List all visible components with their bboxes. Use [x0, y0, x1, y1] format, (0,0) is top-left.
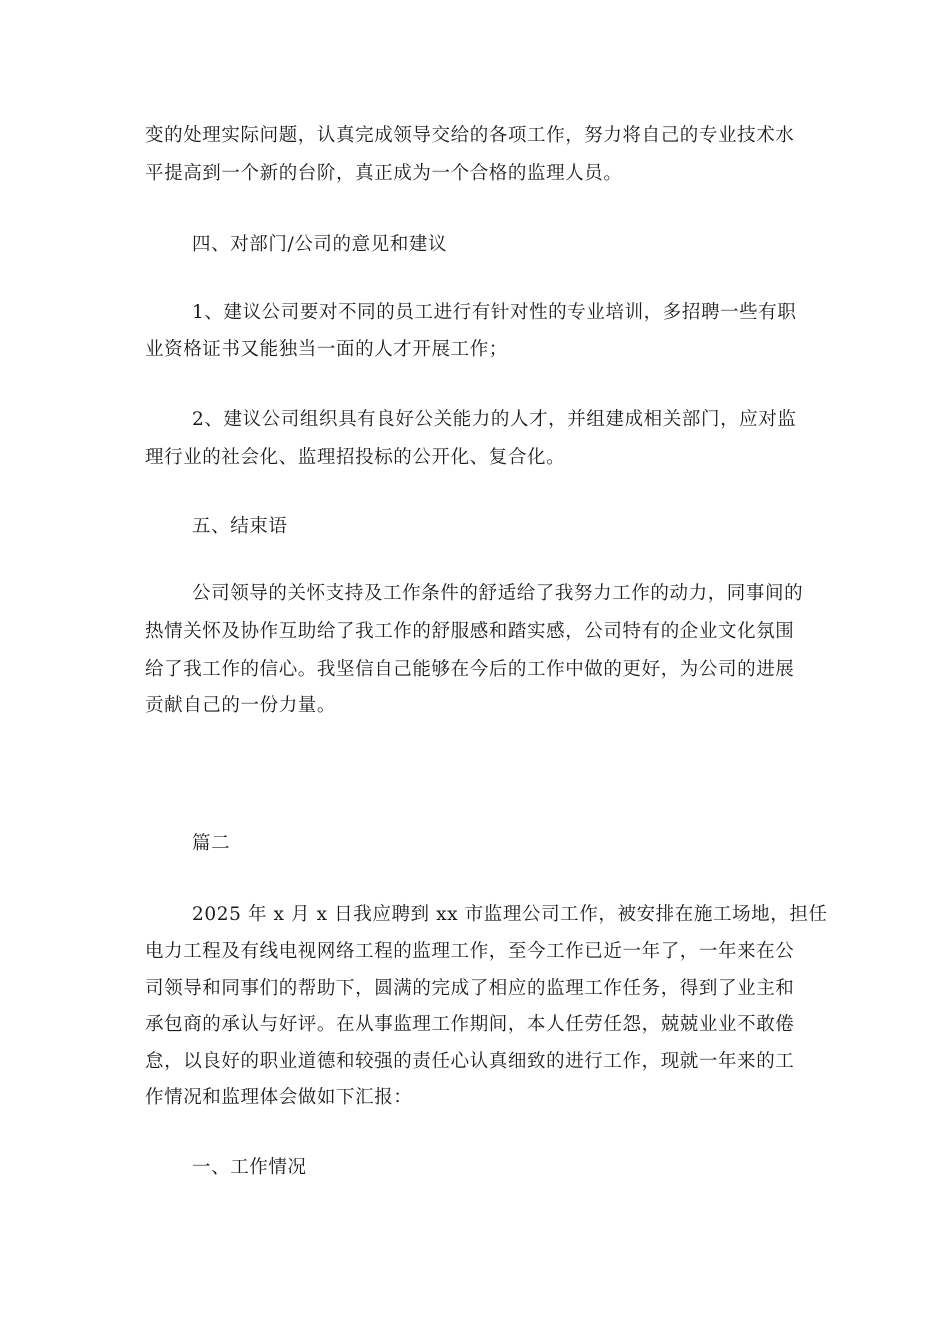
paragraph-line: 作情况和监理体会做如下汇报： — [145, 1087, 413, 1108]
suggestion-item-line: 业资格证书又能独当一面的人才开展工作； — [145, 339, 508, 360]
suggestion-item-line: 理行业的社会化、监理招投标的公开化、复合化。 — [145, 447, 566, 468]
paragraph-line: 变的处理实际问题，认真完成领导交给的各项工作，努力将自己的专业技术水 — [145, 125, 795, 146]
paragraph-line: 热情关怀及协作互助给了我工作的舒服感和踏实感，公司特有的企业文化氛围 — [145, 621, 795, 642]
paragraph-line: 司领导和同事们的帮助下，圆满的完成了相应的监理工作任务，得到了业主和 — [145, 978, 795, 999]
section-heading: 四、对部门/公司的意见和建议 — [192, 234, 448, 255]
paragraph-line: 给了我工作的信心。我坚信自己能够在今后的工作中做的更好，为公司的进展 — [145, 659, 795, 680]
section-heading: 五、结束语 — [192, 516, 288, 537]
suggestion-item: 1、建议公司要对不同的员工进行有针对性的专业培训，多招聘一些有职 — [192, 302, 797, 323]
suggestion-item: 2、建议公司组织具有良好公关能力的人才，并组建成相关部门，应对监 — [192, 409, 797, 430]
paragraph-line: 贡献自己的一份力量。 — [145, 695, 337, 716]
paragraph-line: 平提高到一个新的台阶，真正成为一个合格的监理人员。 — [145, 163, 623, 184]
paragraph-line: 公司领导的关怀支持及工作条件的舒适给了我努力工作的动力，同事间的 — [192, 583, 804, 604]
paragraph-line: 怠，以良好的职业道德和较强的责任心认真细致的进行工作，现就一年来的工 — [145, 1051, 795, 1072]
paragraph-line: 电力工程及有线电视网络工程的监理工作，至今工作已近一年了，一年来在公 — [145, 941, 795, 962]
paragraph-line: 2025 年 x 月 x 日我应聘到 xx 市监理公司工作，被安排在施工场地，担任 — [192, 904, 828, 925]
section-heading: 一、工作情况 — [192, 1157, 307, 1178]
part-title: 篇二 — [192, 833, 231, 854]
paragraph-line: 承包商的承认与好评。在从事监理工作期间，本人任劳任怨，兢兢业业不敢倦 — [145, 1014, 795, 1035]
